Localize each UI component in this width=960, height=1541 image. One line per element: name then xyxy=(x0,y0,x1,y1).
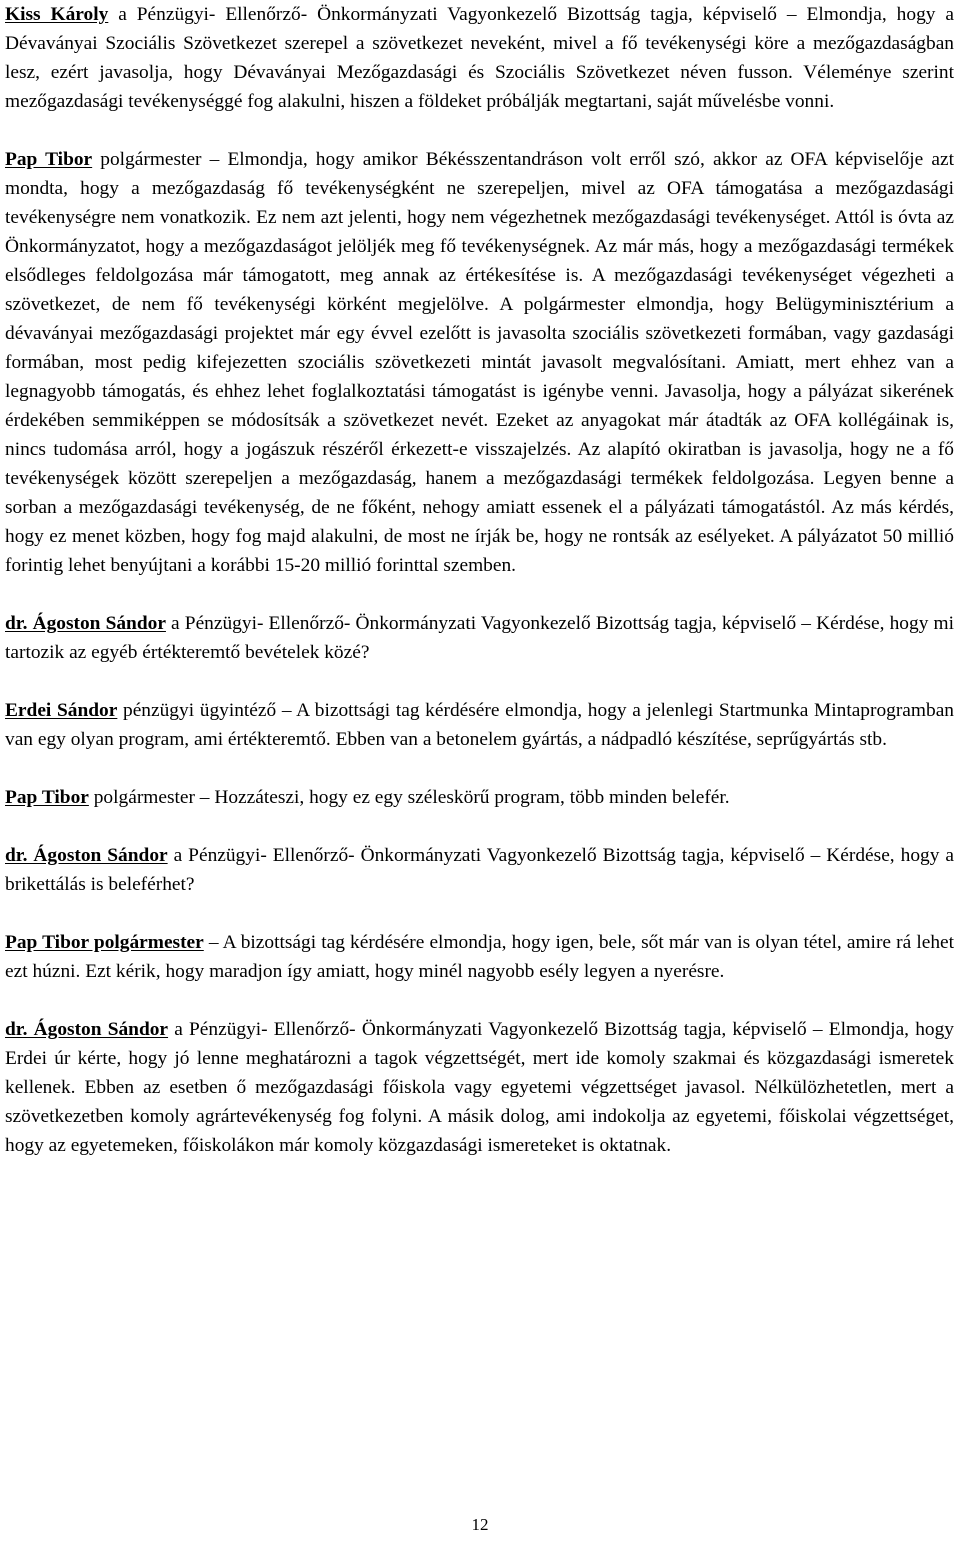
paragraph-text: a Pénzügyi- Ellenőrző- Önkormányzati Vagyonkezelő Bizottság tagja, képviselő – Kérdése, hogy a brikettálás is beleférhet? xyxy=(5,845,954,895)
paragraph-pap-tibor-1 xyxy=(5,145,954,580)
paragraph-text: a Pénzügyi- Ellenőrző- Önkormányzati Vagyonkezelő Bizottság tagja, képviselő – Elmondja, hogy Erdei úr kérte, hogy jó lenne meghatározni a tagok végzettségét, mert ide komoly szakmai és közgazdasági ismeretek kellenek. Ebben az esetben ő mezőgazdasági főiskola vagy egyetemi végzettséget javasol. Nélkülözhetetlen, mert a szövetkezetben komoly agrártevékenység fog folyni. A másik dolog, ami indokolja az egyetemi, főiskolai végzettséget, hogy az egyetemeken, főiskolákon már komoly közgazdasági ismereteket is oktatnak. xyxy=(5,1019,954,1156)
speaker-name: Pap Tibor polgármester xyxy=(5,932,204,953)
document-page xyxy=(5,0,954,1189)
paragraph-erdei-sandor xyxy=(5,696,954,754)
paragraph-text: pénzügyi ügyintéző – A bizottsági tag kérdésére elmondja, hogy a jelenlegi Startmunka Mintaprogramban van egy olyan program, ami értékteremtő. Ebben van a betonelem gyártás, a nádpadló készítése, seprűgyártás stb. xyxy=(5,700,954,750)
paragraph-kiss-karoly xyxy=(5,0,954,116)
speaker-name: dr. Ágoston Sándor xyxy=(5,1019,169,1040)
speaker-name: Pap Tibor xyxy=(5,149,93,170)
paragraph-agoston-sandor-2 xyxy=(5,841,954,899)
paragraph-agoston-sandor-3 xyxy=(5,1015,954,1160)
page-number: 12 xyxy=(471,1515,489,1534)
paragraph-text: polgármester – Hozzáteszi, hogy ez egy széleskörű program, több minden belefér. xyxy=(88,787,730,808)
speaker-name: Pap Tibor xyxy=(5,787,89,808)
speaker-name: dr. Ágoston Sándor xyxy=(5,613,166,634)
paragraph-text: – A bizottsági tag kérdésére elmondja, hogy igen, bele, sőt már van is olyan tétel, amire rá lehet ezt húzni. Ezt kérik, hogy maradjon így amiatt, hogy minél nagyobb esély legyen a nyerésre. xyxy=(5,932,955,982)
speaker-name: dr. Ágoston Sándor xyxy=(5,845,168,866)
paragraph-text: a Pénzügyi- Ellenőrző- Önkormányzati Vagyonkezelő Bizottság tagja, képviselő – Kérdése, hogy mi tartozik az egyéb értékteremtő bevételek közé? xyxy=(5,613,954,663)
paragraph-text: a Pénzügyi- Ellenőrző- Önkormányzati Vagyonkezelő Bizottság tagja, képviselő – Elmondja, hogy a Dévaványai Szociális Szövetkezet szerepel a szövetkezet neveként, mivel a fő tevékenységi köre a mezőgazdaságban lesz, ezért javasolja, hogy Dévaványai Mezőgazdasági és Szociális Szövetkezet néven fusson. Véleménye szerint mezőgazdasági tevékenységgé fog alakulni, hiszen a földeket próbálják megtartani, saját művelésbe vonni. xyxy=(5,4,954,112)
paragraph-agoston-sandor-1 xyxy=(5,609,954,667)
speaker-name: Erdei Sándor xyxy=(5,700,118,721)
speaker-name: Kiss Károly xyxy=(5,4,109,25)
paragraph-pap-tibor-3 xyxy=(5,928,954,986)
paragraph-text: polgármester – Elmondja, hogy amikor Békésszentandráson volt erről szó, akkor az OFA képviselője azt mondta, hogy a mezőgazdaság fő tevékenységként ne szerepeljen, mivel az OFA támogatása a mezőgazdasági tevékenységre nem vonatkozik. Ez nem azt jelenti, hogy nem végezhetnek mezőgazdasági tevékenységet. Attól is óvta az Önkormányzatot, hogy a mezőgazdaságot jelöljék meg fő tevékenységnek. Az már más, hogy a mezőgazdasági termékek elsődleges feldolgozása már támogatott, meg annak az értékesítése is. A mezőgazdasági tevékenységet végezheti a szövetkezet, de nem fő tevékenységi körként megjelölve. A polgármester elmondja, hogy Belügyminisztérium a dévaványai mezőgazdasági projektet már egy évvel ezelőtt is javasolta szociális szövetkezeti formában, vagy gazdasági formában, most pedig kifejezetten szociális szövetkezeti mintát javasolt megvalósítani. Amiatt, mert ehhez van a legnagyobb támogatás, és ehhez lehet foglalkoztatási támogatást is igénybe venni. Javasolja, hogy a pályázat sikerének érdekében semmiképpen se módosítsák a szövetkezet nevét. Ezeket az anyagokat már átadták az OFA kollégáinak is, nincs tudomása arról, hogy a jogászuk részéről érkezett-e visszajelzés. Az alapító okiratban is javasolja, hogy ne a fő tevékenységek között szerepeljen a mezőgazdaság, hanem a mezőgazdasági termékek feldolgozása. Legyen benne a sorban a mezőgazdasági tevékenység, de ne főként, nehogy amiatt essenek el a pályázati támogatástól. Az más kérdés, hogy ez menet közben, hogy fog majd alakulni, de most ne írják be, hogy ne rontsák az esélyeket. A pályázatot 50 millió forintig lehet benyújtani a korábbi 15-20 millió forinttal szemben. xyxy=(5,149,954,576)
paragraph-pap-tibor-2 xyxy=(5,783,954,812)
